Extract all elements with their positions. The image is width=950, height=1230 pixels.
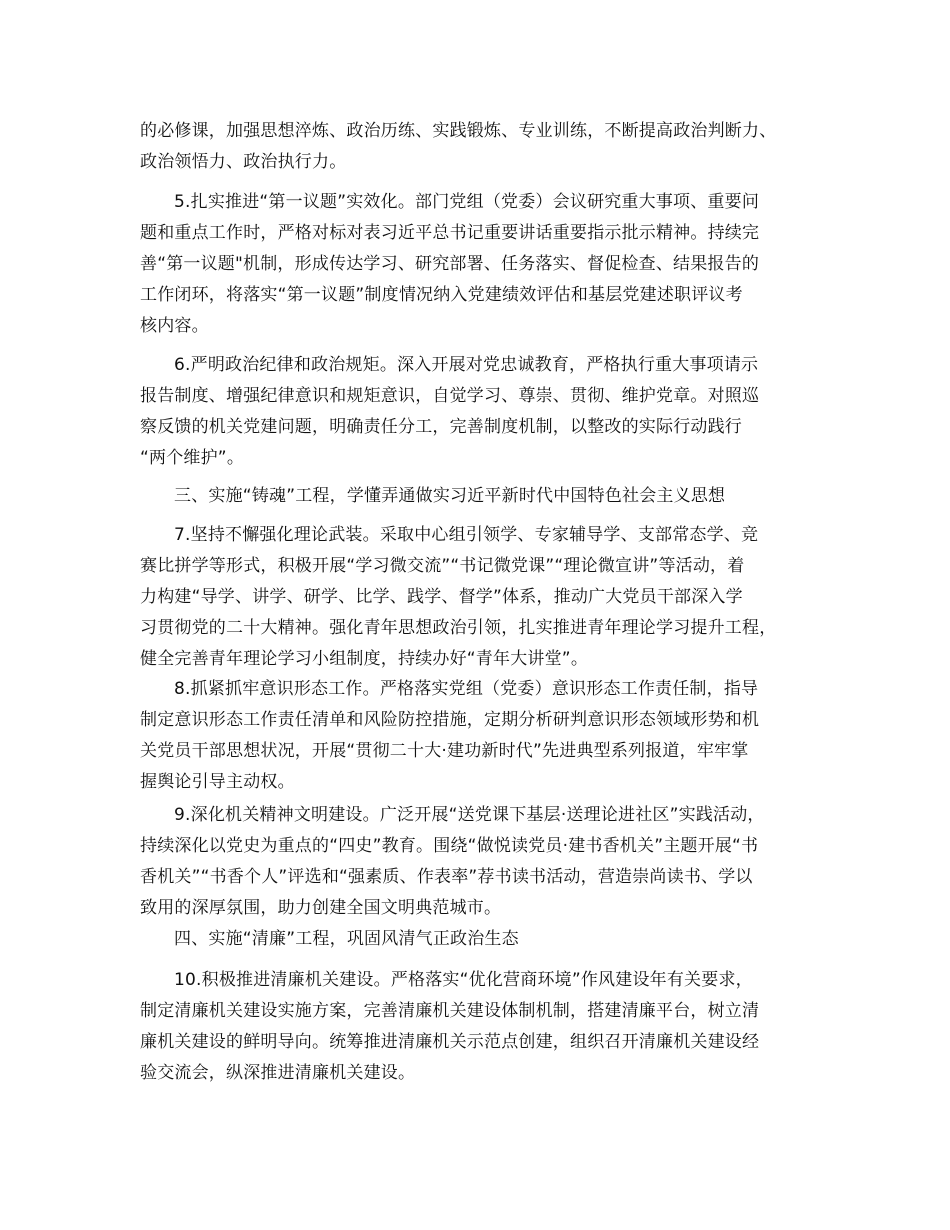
text-line: 廉机关建设的鲜明导向。统筹推进清廉机关示范点创建，组织召开清廉机关建设经 <box>140 1032 760 1052</box>
paragraph-continuation <box>140 116 840 178</box>
text-line: 香机关”“书香个人”评选和“强素质、作表率”荐书读书活动，营造崇尚读书、学以 <box>140 867 753 887</box>
text-line: 健全完善青年理论学习小组制度，持续办好“青年大讲堂”。 <box>140 649 589 669</box>
heading-line: 四、实施“清廉”工程，巩固风清气正政治生态 <box>174 929 519 949</box>
text-line: 持续深化以党史为重点的“四史”教育。围绕“做悦读党员·建书香机关”主题开展“书 <box>140 836 759 856</box>
paragraph-item-10 <box>140 965 840 1089</box>
section-heading-3 <box>140 481 840 512</box>
text-line: 5.扎实推进“第一议题”实效化。部门党组（党委）会议研究重大事项、重要问 <box>174 192 760 212</box>
text-line: 工作闭环，将落实“第一议题”制度情况纳入党建绩效评估和基层党建述职评议考 <box>140 285 743 305</box>
paragraph-item-8 <box>140 674 840 798</box>
text-line: 习贯彻党的二十大精神。强化青年思想政治引领，扎实推进青年理论学习提升工程， <box>140 618 777 638</box>
text-line: 核内容。 <box>140 316 209 336</box>
text-line: “两个维护”。 <box>140 448 245 468</box>
text-line: 10.积极推进清廉机关建设。严格落实“优化营商环境”作风建设年有关要求， <box>174 970 753 990</box>
text-line: 政治领悟力、政治执行力。 <box>140 152 347 172</box>
paragraph-item-9 <box>140 800 840 924</box>
text-line: 致用的深厚氛围，助力创建全国文明典范城市。 <box>140 898 502 918</box>
text-line: 6.严明政治纪律和政治规矩。深入开展对党忠诚教育，严格执行重大事项请示 <box>174 355 759 375</box>
text-line: 善“第一议题"机制，形成传达学习、研究部署、任务落实、督促检查、结果报告的 <box>140 254 760 274</box>
paragraph-item-7 <box>140 520 840 675</box>
text-line: 握舆论引导主动权。 <box>140 772 295 792</box>
paragraph-item-6 <box>140 350 840 474</box>
text-line: 察反馈的机关党建问题，明确责任分工，完善制度机制，以整改的实际行动践行 <box>140 417 742 437</box>
text-line: 力构建“导学、讲学、研学、比学、践学、督学”体系，推动广大党员干部深入学 <box>140 587 743 607</box>
text-line: 报告制度、增强纪律意识和规矩意识，自觉学习、尊崇、贯彻、维护党章。对照巡 <box>140 386 760 406</box>
section-heading-4 <box>140 924 840 955</box>
text-line: 关党员干部思想状况，开展“贯彻二十大·建功新时代”先进典型系列报道，牢牢掌 <box>140 741 749 761</box>
text-line: 8.抓紧抓牢意识形态工作。严格落实党组（党委）意识形态工作责任制，指导 <box>174 679 759 699</box>
text-line: 验交流会，纵深推进清廉机关建设。 <box>140 1063 416 1083</box>
heading-line: 三、实施“铸魂”工程，学懂弄通做实习近平新时代中国特色社会主义思想 <box>174 486 726 506</box>
text-line: 题和重点工作时，严格对标对表习近平总书记重要讲话重要指示批示精神。持续完 <box>140 223 760 243</box>
paragraph-item-5 <box>140 187 840 342</box>
text-line: 制定意识形态工作责任清单和风险防控措施，定期分析研判意识形态领域形势和机 <box>140 710 760 730</box>
text-line: 的必修课，加强思想淬炼、政治历练、实践锻炼、专业训练，不断提高政治判断力、 <box>140 121 777 141</box>
text-line: 7.坚持不懈强化理论武装。采取中心组引领学、专家辅导学、支部常态学、竞 <box>174 525 759 545</box>
text-line: 制定清廉机关建设实施方案，完善清廉机关建设体制机制，搭建清廉平台，树立清 <box>140 1001 760 1021</box>
text-line: 赛比拼学等形式，积极开展“学习微交流”“书记微党课”“理论微宣讲”等活动，着 <box>140 556 745 576</box>
text-line: 9.深化机关精神文明建设。广泛开展“送党课下基层·送理论进社区”实践活动， <box>174 805 765 825</box>
